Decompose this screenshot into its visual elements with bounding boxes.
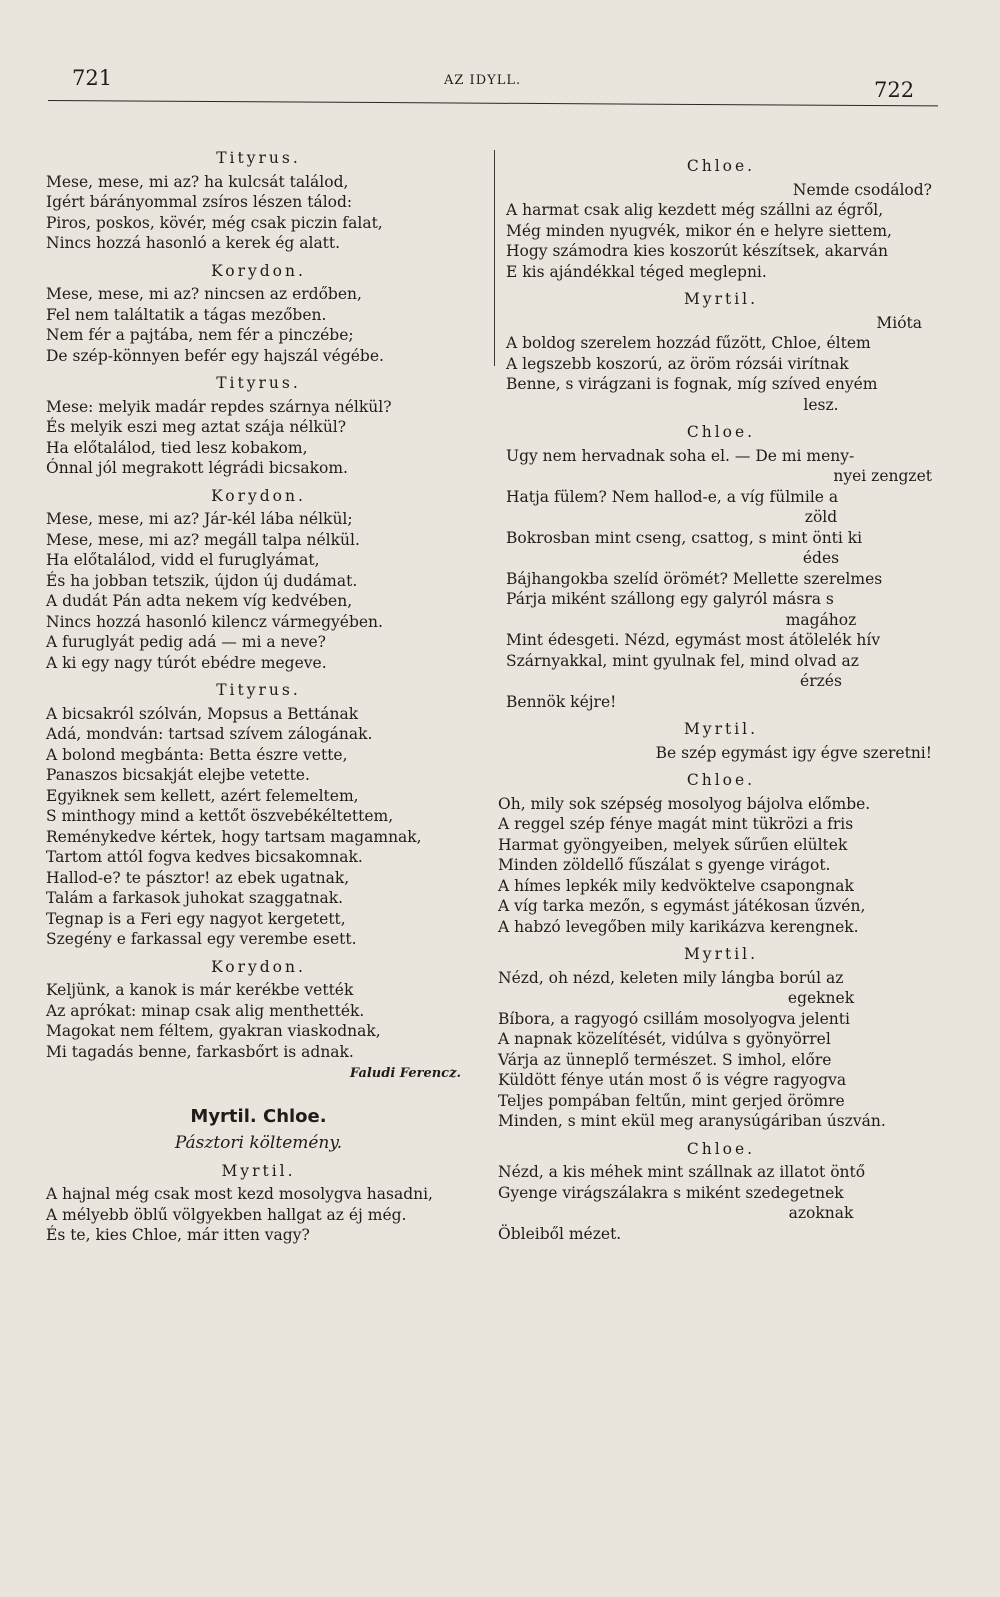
verse-line: Tartom attól fogva kedves bicsakomnak.: [46, 848, 363, 866]
verse-line: Magokat nem féltem, gyakran viaskodnak,: [46, 1022, 381, 1040]
page-number-right: 722: [874, 78, 915, 102]
verse-line: E kis ajándékkal téged meglepni.: [506, 262, 767, 281]
verse-line: A hajnal még csak most kezd mosolygva hasadni,: [46, 1185, 433, 1203]
verse-line: Mese: melyik madár repdes szárnya nélkül?: [46, 397, 392, 416]
speaker-label: Tityrus.: [216, 374, 301, 392]
verse-line: Nincs hozzá hasonló kilencz vármegyében.: [46, 612, 383, 631]
poem-title: Myrtil. Chloe.: [190, 1105, 327, 1127]
verse-line: Nincs hozzá hasonló a kerek ég alatt.: [46, 234, 341, 252]
verse-line: Mióta: [876, 313, 922, 332]
speaker-label: Myrtil.: [683, 945, 759, 963]
speaker-label: Korydon.: [211, 486, 306, 505]
verse-line: A mélyebb öblű völgyekben hallgat az éj még.: [46, 1205, 407, 1224]
verse-line: És melyik eszi meg aztat szája nélkül?: [46, 418, 347, 436]
verse-line: A reggel szép fénye magát mint tükrözi a fris: [498, 815, 854, 833]
speaker-label: Tityrus.: [216, 681, 301, 699]
verse-line: Igért bárányommal zsíros lészen tálod:: [46, 193, 353, 211]
verse-line: Reménykedve kértek, hogy tartsam magamnak,: [46, 827, 422, 846]
verse-line: Bokrosban mint cseng, csattog, s mint önti ki: [506, 528, 863, 547]
verse-line: Benne, s virágzani is fognak, míg szíved enyém: [506, 375, 878, 393]
verse-line: Ugy nem hervadnak soha el. — De mi meny-: [506, 446, 855, 465]
speaker-label: Myrtil.: [683, 290, 759, 308]
speaker-label: Korydon.: [211, 957, 306, 976]
verse-line: Nemde csodálod?: [792, 180, 932, 199]
verse-line: Küldött fénye után most ő is végre ragyogva: [498, 1071, 847, 1089]
verse-line: Nem fér a pajtába, nem fér a pinczébe;: [46, 326, 354, 344]
verse-line: Nézd, a kis méhek mint szállnak az illatot öntő: [498, 1163, 866, 1181]
verse-line: zöld: [804, 508, 838, 526]
verse-line: Fel nem találtatik a tágas mezőben.: [46, 305, 327, 324]
verse-line: lesz.: [803, 395, 839, 414]
verse-line: Ónnal jól megrakott légrádi bicsakom.: [46, 459, 348, 477]
verse-line: Harmat gyöngyeiben, melyek sűrűen elültek: [498, 835, 848, 854]
verse-line: Panaszos bicsakját elejbe vetette.: [46, 766, 310, 784]
verse-line: Mi tagadás benne, farkasbőrt is adnak.: [46, 1042, 354, 1061]
verse-line: Minden, s mint ekül meg aranysúgáriban úszván.: [498, 1112, 886, 1130]
verse-line: A hímes lepkék mily kedvöktelve csapongnak: [498, 876, 854, 895]
running-head: AZ IDYLL.: [444, 73, 522, 88]
verse-line: Nézd, oh nézd, keleten mily lángba borúl az: [498, 968, 844, 987]
verse-line: Piros, poskos, kövér, még csak piczin falat,: [46, 213, 383, 232]
header-rule: [48, 100, 938, 106]
speaker-label: Chloe.: [686, 771, 756, 789]
verse-line: Párja miként szállong egy galyról másra s: [506, 590, 834, 608]
speaker-label: Chloe.: [686, 157, 756, 175]
verse-line: Keljünk, a kanok is már kerékbe vették: [46, 981, 354, 999]
verse-line: Mint édesgeti. Nézd, egymást most átölelék hív: [506, 631, 881, 649]
verse-line: nyei zengzet: [833, 467, 932, 485]
verse-line: Szárnyakkal, mint gyulnak fel, mind olvad az: [506, 651, 859, 670]
verse-line: Öbleiből mézet.: [498, 1224, 622, 1243]
verse-line: A dudát Pán adta nekem víg kedvében,: [46, 592, 353, 610]
verse-line: A boldog szerelem hozzád fűzött, Chloe, éltem: [506, 334, 871, 352]
verse-line: Bennök kéjre!: [506, 692, 617, 711]
verse-line: A napnak közelítését, vidúlva s gyönyörrel: [498, 1030, 831, 1048]
verse-line: Még minden nyugvék, mikor én e helyre siettem,: [506, 221, 892, 240]
speaker-label: Myrtil.: [221, 1161, 296, 1180]
verse-line: Ha előtalálod, tied lesz kobakom,: [46, 438, 308, 457]
speaker-label: Tityrus.: [216, 149, 301, 167]
verse-line: Ha előtalálod, vidd el furuglyámat,: [46, 551, 320, 569]
verse-line: A habzó levegőben mily karikázva kerengnek.: [498, 917, 859, 936]
verse-line: És te, kies Chloe, már itten vagy?: [46, 1226, 310, 1244]
verse-line: Hogy számodra kies koszorút készítsek, akarván: [506, 242, 888, 260]
verse-line: A legszebb koszorú, az öröm rózsái virítnak: [506, 354, 849, 373]
verse-line: Mese, mese, mi az? megáll talpa nélkül.: [46, 530, 360, 549]
column-divider: [494, 150, 495, 366]
verse-line: Adá, mondván: tartsad szívem zálogának.: [46, 725, 373, 743]
verse-line: A furuglyát pedig adá — mi a neve?: [46, 633, 326, 651]
verse-line: Várja az ünneplő természet. S imhol, előre: [498, 1050, 832, 1069]
verse-line: Mese, mese, mi az? ha kulcsát találod,: [46, 172, 349, 191]
verse-line: Hallod-e? te pásztor! az ebek ugatnak,: [46, 868, 350, 887]
speaker-label: Chloe.: [686, 1139, 756, 1158]
left-column: [46, 141, 471, 1246]
page-number-left: 721: [72, 66, 113, 90]
right-column: [498, 149, 936, 1244]
verse-line: Hatja fülem? Nem hallod-e, a víg fülmile a: [506, 487, 839, 506]
speaker-label: Myrtil.: [683, 720, 759, 738]
verse-line: magához: [785, 610, 857, 629]
verse-line: Minden zöldellő fűszálat s gyenge virágot.: [498, 856, 831, 874]
verse-line: Tegnap is a Feri egy nagyot kergetett,: [46, 909, 346, 928]
verse-line: De szép-könnyen befér egy hajszál végébe.: [46, 346, 384, 365]
verse-line: Egyiknek sem kellett, azért felemeltem,: [46, 786, 359, 805]
verse-line: A ki egy nagy túrót ebédre megeve.: [46, 653, 327, 672]
verse-line: Bíbora, a ragyogó csillám mosolyogva jelenti: [498, 1009, 850, 1028]
verse-line: azoknak: [788, 1204, 854, 1222]
verse-line: érzés: [800, 672, 842, 690]
verse-line: És ha jobban tetszik, újdon új dudámat.: [46, 571, 358, 590]
speaker-label: Korydon.: [211, 261, 306, 280]
verse-line: Oh, mily sok szépség mosolyog bájolva előmbe.: [498, 794, 871, 813]
verse-line: egeknek: [787, 989, 855, 1007]
verse-line: édes: [802, 549, 840, 567]
verse-line: Gyenge virágszálakra s miként szedegetnek: [498, 1183, 844, 1202]
speaker-label: Chloe.: [686, 423, 756, 441]
verse-line: A víg tarka mezőn, s egymást játékosan űzvén,: [498, 897, 866, 915]
verse-line: Mese, mese, mi az? nincsen az erdőben,: [46, 285, 362, 303]
verse-line: S minthogy mind a kettőt öszvebékéltettem,: [46, 807, 394, 825]
verse-line: A bicsakról szólván, Mopsus a Bettának: [46, 704, 359, 723]
verse-line: Szegény e farkassal egy verembe esett.: [46, 930, 357, 948]
verse-line: Bájhangokba szelíd örömét? Mellette szerelmes: [506, 569, 883, 588]
verse-line: Be szép egymást igy égve szeretni!: [655, 743, 932, 762]
poem-subtitle: Pásztori költemény.: [174, 1133, 343, 1153]
verse-line: A bolond megbánta: Betta észre vette,: [46, 745, 348, 764]
verse-line: Teljes pompában feltűn, mint gerjed örömre: [498, 1091, 845, 1110]
verse-line: A harmat csak alig kezdett még szállni az égről,: [506, 201, 884, 219]
verse-line: Talám a farkasok juhokat szaggatnak.: [46, 889, 344, 907]
verse-line: Az aprókat: minap csak alig menthették.: [46, 1001, 365, 1020]
author-signature: Faludi Ferencz.: [349, 1066, 461, 1081]
verse-line: Mese, mese, mi az? Jár-kél lába nélkül;: [46, 510, 353, 528]
